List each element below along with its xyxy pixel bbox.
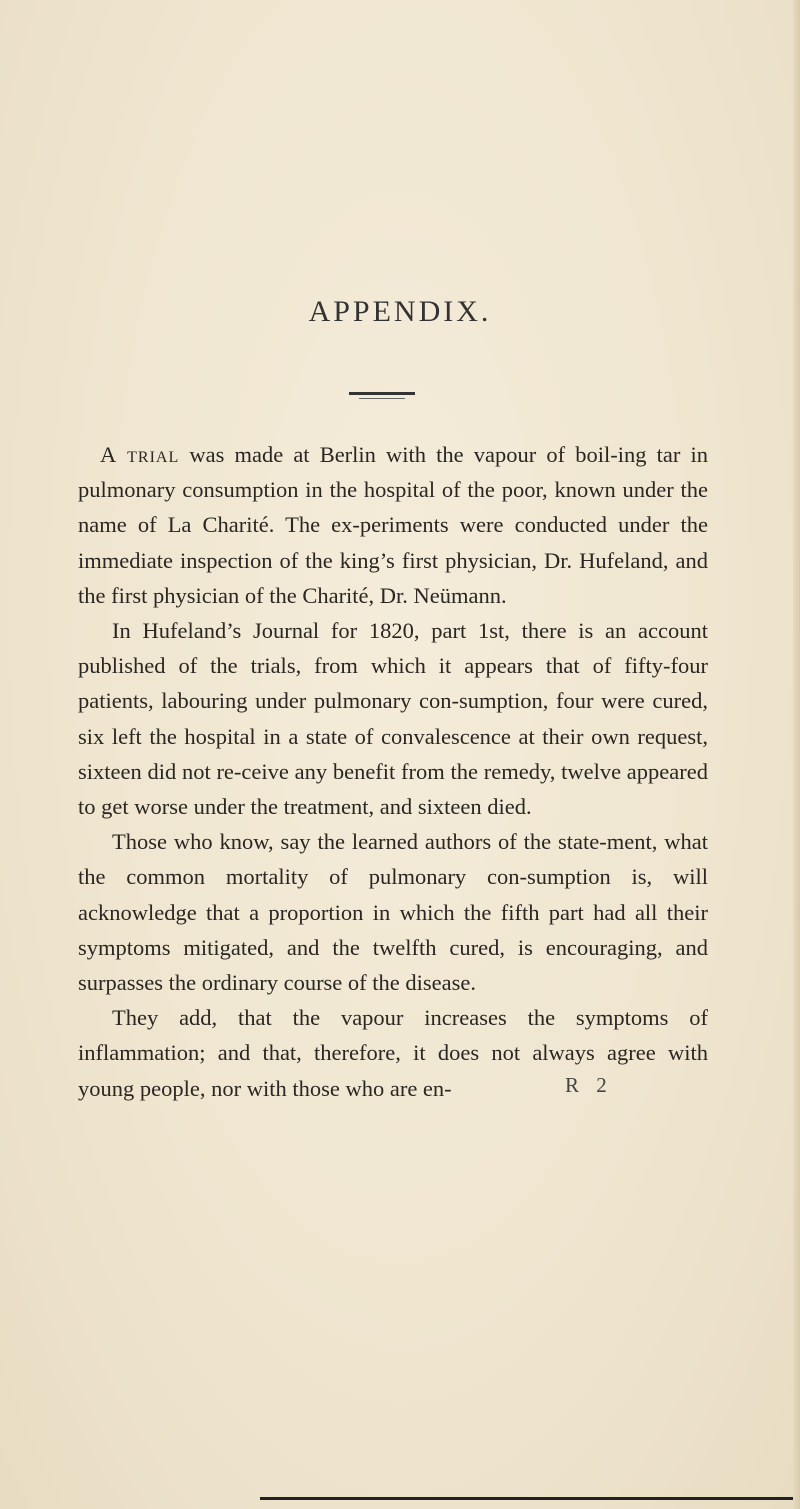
page-right-edge: [793, 0, 800, 1509]
title-rule-thin: [359, 398, 405, 399]
bottom-edge-line: [260, 1497, 800, 1500]
paragraph-2: In Hufeland’s Journal for 1820, part 1st, there is an account published of the trials, from which it appears that of fifty-four patients, labouring under pulmonary con-sumption, four were cured, six left the hospital in a state of convalescence at their own request, sixteen did not re-ceive any benefit from the remedy, twelve appeared to get worse under the treatment, and sixteen died.: [78, 618, 708, 820]
signature-mark: R 2: [565, 1073, 613, 1097]
paragraph-1-text: was made at Berlin with the vapour of boil-ing tar in pulmonary consumption in the hospital of the poor, known under the name of La Charité. The ex-periments were conducted under the immediate inspection of the king’s first physician, Dr. Hufeland, and the first physician of the Charité, Dr. Neümann.: [78, 442, 708, 608]
page-title: APPENDIX.: [308, 295, 492, 328]
paragraph-1-lead: A trial: [100, 442, 180, 467]
paragraph-1: [78, 437, 708, 613]
paragraph-3: Those who know, say the learned authors of the state-ment, what the common mortality of pulmonary con-sumption is, will acknowledge that a proportion in which the fifth part had all their symptoms mitigated, and the twelfth cured, is encouraging, and surpasses the ordinary course of the disease.: [78, 829, 708, 996]
body-text: [78, 437, 708, 1106]
title-rule: [349, 392, 415, 395]
paragraph-4: They add, that the vapour increases the symptoms of inflammation; and that, therefore, it does not always agree with young people, nor with those who are en-: [78, 1005, 708, 1101]
